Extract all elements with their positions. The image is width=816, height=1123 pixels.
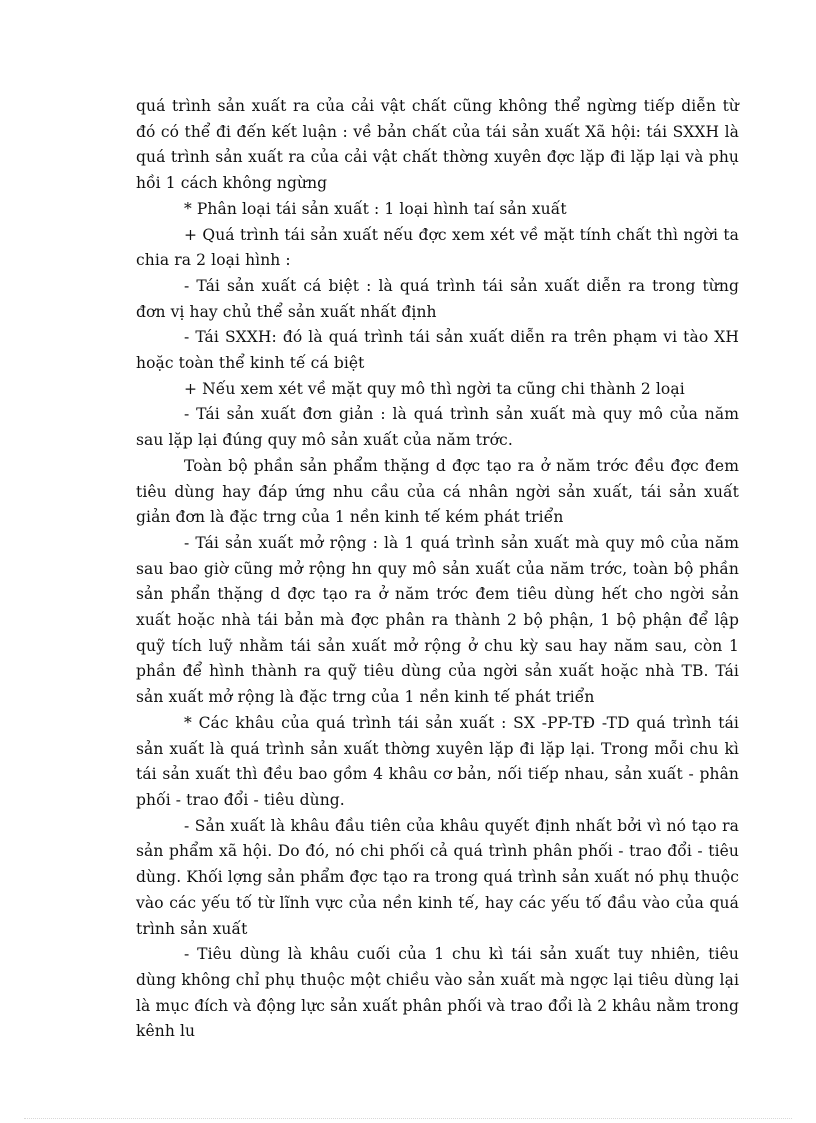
- paragraph: - Sản xuất là khâu đầu tiên của khâu quyết định nhất bởi vì nó tạo ra sản phẩm xã hội. Do đó, nó chi phối cả quá trình phân phối - trao đổi - tiêu dùng. Khối lợng sản phẩm đợc tạo ra trong quá trình sản xuất nó phụ thuộc vào các yếu tố từ lĩnh vực của nền kinh tế, hay các yếu tố đầu vào của quá trình sản xuất: [136, 816, 739, 938]
- paragraph: + Nếu xem xét về mặt quy mô thì ngời ta cũng chi thành 2 loại: [184, 379, 685, 398]
- paragraph: - Tái sản xuất đơn giản : là quá trình sản xuất mà quy mô của năm sau lặp lại đúng quy mô sản xuất của năm trớc.: [136, 405, 739, 450]
- paragraph: + Quá trình tái sản xuất nếu đợc xem xét về mặt tính chất thì ngời ta chia ra 2 loại hình :: [136, 225, 739, 270]
- paragraph: * Các khâu của quá trình tái sản xuất : SX -PP-TĐ -TD quá trình tái sản xuất là quá trình sản xuất thờng xuyên lặp đi lặp lại. Trong mỗi chu kì tái sản xuất thì đều bao gồm 4 khâu cơ bản, nối tiếp nhau, sản xuất - phân phối - trao đổi - tiêu dùng.: [136, 713, 739, 809]
- paragraph: Toàn bộ phần sản phẩm thặng d đợc tạo ra ở năm trớc đều đợc đem tiêu dùng hay đáp ứng nhu cầu của cá nhân ngời sản xuất, tái sản xuất giản đơn là đặc trng của 1 nền kinh tế kém phát triển: [136, 456, 739, 527]
- paragraph: - Tiêu dùng là khâu cuối của 1 chu kì tái sản xuất tuy nhiên, tiêu dùng không chỉ phụ thuộc một chiều vào sản xuất mà ngợc lại tiêu dùng lại là mục đích và động lực sản xuất phân phối và trao đổi là 2 khâu nằm trong kênh lu: [136, 945, 739, 1041]
- page-bottom-divider: [24, 1118, 792, 1119]
- paragraph: - Tái SXXH: đó là quá trình tái sản xuất diễn ra trên phạm vi tào XH hoặc toàn thể kinh tế cá biệt: [136, 328, 739, 373]
- paragraph: quá trình sản xuất ra của cải vật chất cũng không thể ngừng tiếp diễn từ đó có thể đi đến kết luận : về bản chất của tái sản xuất Xã hội: tái SXXH là quá trình sản xuất ra của cải vật chất thờng xuyên đợc lặp đi lặp lại và phụ hồi 1 cách không ngừng: [136, 97, 739, 193]
- paragraph: - Tái sản xuất mở rộng : là 1 quá trình sản xuất mà quy mô của năm sau bao giờ cũng mở rộng hn quy mô sản xuất của năm trớc, toàn bộ phần sản phẩn thặng d đợc tạo ra ở năm trớc đem tiêu dùng hết cho ngời sản xuất hoặc nhà tái bản mà đợc phân ra thành 2 bộ phận, 1 bộ phận để lập quỹ tích luỹ nhằm tái sản xuất mở rộng ở chu kỳ sau hay năm sau, còn 1 phần để hình thành ra quỹ tiêu dùng của ngời sản xuất hoặc nhà TB. Tái sản xuất mở rộng là đặc trng của 1 nền kinh tế phát triển: [136, 533, 739, 707]
- document-page: [136, 94, 739, 1045]
- paragraph: * Phân loại tái sản xuất : 1 loại hình taí sản xuất: [184, 199, 567, 218]
- paragraph: - Tái sản xuất cá biệt : là quá trình tái sản xuất diễn ra trong từng đơn vị hay chủ thể sản xuất nhất định: [136, 276, 739, 321]
